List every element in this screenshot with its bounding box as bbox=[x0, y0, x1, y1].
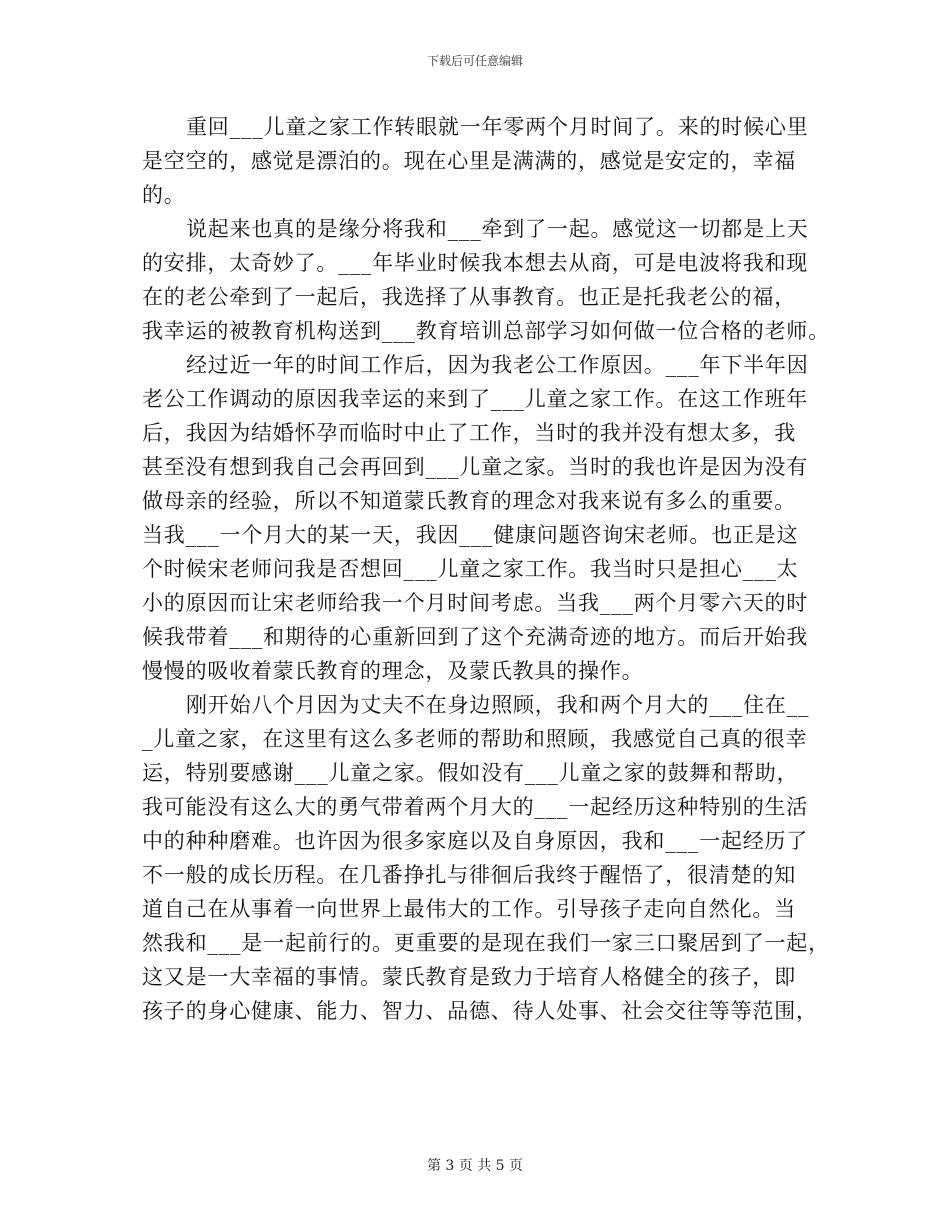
text-line: 说起来也真的是缘分将我和___牵到了一起。感觉这一切都是上天 bbox=[186, 217, 809, 241]
text-line: 我幸运的被教育机构送到___教育培训总部学习如何做一位合格的老师。 bbox=[142, 319, 830, 343]
text-line: 重回___儿童之家工作转眼就一年零两个月时间了。来的时候心里 bbox=[186, 115, 809, 139]
text-line: 甚至没有想到我自己会再回到___儿童之家。当时的我也许是因为没有 bbox=[142, 455, 809, 479]
text-line: 慢慢的吸收着蒙氏教育的理念，及蒙氏教具的操作。 bbox=[142, 659, 644, 683]
text-line: 经过近一年的时间工作后，因为我老公工作原因。___年下半年因 bbox=[186, 353, 809, 377]
text-line: 候我带着___和期待的心重新回到了这个充满奇迹的地方。而后开始我 bbox=[142, 625, 809, 649]
text-line: 运，特别要感谢___儿童之家。假如没有___儿童之家的鼓舞和帮助， bbox=[142, 761, 799, 785]
text-line: 中的种种磨难。也许因为很多家庭以及自身原因，我和___一起经历了 bbox=[142, 829, 809, 853]
text-line: 个时候宋老师问我是否想回___儿童之家工作。我当时只是担心___太 bbox=[142, 557, 799, 581]
text-line: 小的原因而让宋老师给我一个月时间考虑。当我___两个月零六天的时 bbox=[142, 591, 809, 615]
text-line: _儿童之家，在这里有这么多老师的帮助和照顾，我感觉自己真的很幸 bbox=[142, 727, 808, 751]
text-line: 在的老公牵到了一起后，我选择了从事教育。也正是托我老公的福， bbox=[142, 285, 796, 309]
text-line: 是空空的，感觉是漂泊的。现在心里是满满的，感觉是安定的，幸福 bbox=[142, 149, 796, 173]
page-header: 下载后可任意编辑 bbox=[426, 54, 523, 68]
text-line: 道自己在从事着一向世界上最伟大的工作。引导孩子走向自然化。当 bbox=[142, 897, 796, 921]
text-line: 然我和___是一起前行的。更重要的是现在我们一家三口聚居到了一起， bbox=[142, 931, 830, 955]
text-line: 老公工作调动的原因我幸运的来到了___儿童之家工作。在这工作班年 bbox=[142, 387, 809, 411]
document-body bbox=[142, 110, 830, 1028]
text-line: 我可能没有这么大的勇气带着两个月大的___一起经历这种特别的生活 bbox=[142, 795, 809, 819]
text-line: 当我___一个月大的某一天，我因___健康问题咨询宋老师。也正是这 bbox=[142, 523, 799, 547]
text-line: 后，我因为结婚怀孕而临时中止了工作，当时的我并没有想太多，我 bbox=[142, 421, 796, 445]
text-line: 不一般的成长历程。在几番挣扎与徘徊后我终于醒悟了，很清楚的知 bbox=[142, 863, 796, 887]
text-line: 的安排，太奇妙了。___年毕业时候我本想去从商，可是电波将我和现 bbox=[142, 251, 809, 275]
text-line: 的。 bbox=[142, 183, 186, 207]
page-footer: 第 3 页 共 5 页 bbox=[426, 1158, 524, 1174]
text-line: 刚开始八个月因为丈夫不在身边照顾，我和两个月大的___住在__ bbox=[186, 693, 810, 717]
text-line: 做母亲的经验，所以不知道蒙氏教育的理念对我来说有多么的重要。 bbox=[142, 489, 796, 513]
text-line: 孩子的身心健康、能力、智力、品德、待人处事、社会交往等等范围， bbox=[142, 999, 818, 1023]
text-line: 这又是一大幸福的事情。蒙氏教育是致力于培育人格健全的孩子，即 bbox=[142, 965, 796, 989]
